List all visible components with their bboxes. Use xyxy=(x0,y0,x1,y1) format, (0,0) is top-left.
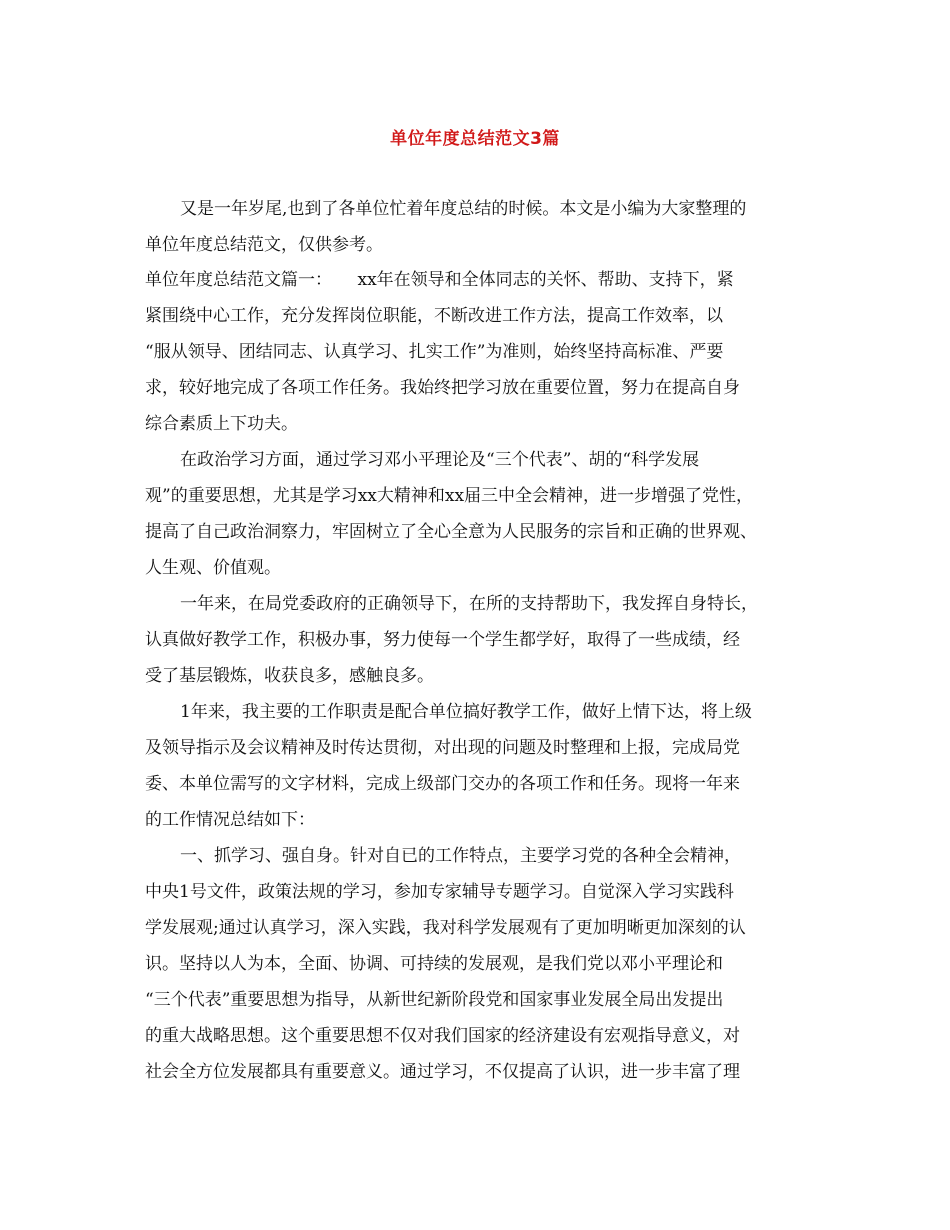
text-line: 人生观、价值观。 xyxy=(145,558,281,578)
text-line: 综合素质上下功夫。 xyxy=(145,414,298,434)
text-line: 认真做好教学工作，积极办事，努力使每一个学生都学好，取得了一些成绩，经 xyxy=(145,630,740,650)
text-line: 社会全方位发展都具有重要意义。通过学习，不仅提高了认识，进一步丰富了理 xyxy=(145,1062,740,1082)
text-line: 又是一年岁尾,也到了各单位忙着年度总结的时候。本文是小编为大家整理的 xyxy=(180,199,747,219)
text-line: 及领导指示及会议精神及时传达贯彻，对出现的问题及时整理和上报，完成局党 xyxy=(145,738,740,758)
text-line: 识。坚持以人为本，全面、协调、可持续的发展观，是我们党以邓小平理论和 xyxy=(145,954,723,974)
text-line: 学发展观;通过认真学习，深入实践，我对科学发展观有了更加明晰更加深刻的认 xyxy=(145,918,746,938)
text-line: “三个代表”重要思想为指导，从新世纪新阶段党和国家事业发展全局出发提出 xyxy=(145,990,724,1010)
text-line: 的工作情况总结如下： xyxy=(145,810,315,830)
text-line: 中央1号文件，政策法规的学习，参加专家辅导专题学习。自觉深入学习实践科 xyxy=(145,882,734,902)
text-line: 紧围绕中心工作，充分发挥岗位职能，不断改进工作方法，提高工作效率，以 xyxy=(145,306,723,326)
document-title: 单位年度总结范文3篇 xyxy=(390,129,560,149)
text-line: 受了基层锻炼，收获良多，感触良多。 xyxy=(145,666,434,686)
text-line: 1年来，我主要的工作职责是配合单位搞好教学工作，做好上情下达，将上级 xyxy=(180,702,752,722)
text-line: 提高了自己政治洞察力，牢固树立了全心全意为人民服务的宗旨和正确的世界观、 xyxy=(145,522,757,542)
text-line: 观”的重要思想，尤其是学习xx大精神和xx届三中全会精神，进一步增强了党性， xyxy=(145,486,754,506)
text-line: 单位年度总结范文篇一： xx年在领导和全体同志的关怀、帮助、支持下，紧 xyxy=(145,270,734,290)
text-line: 一年来，在局党委政府的正确领导下，在所的支持帮助下，我发挥自身特长， xyxy=(180,594,758,614)
text-line: 求，较好地完成了各项工作任务。我始终把学习放在重要位置，努力在提高自身 xyxy=(145,378,740,398)
text-line: 在政治学习方面，通过学习邓小平理论及“三个代表”、胡的“科学发展 xyxy=(180,450,700,470)
text-line: 单位年度总结范文，仅供参考。 xyxy=(145,235,383,255)
text-line: 委、本单位需写的文字材料，完成上级部门交办的各项工作和任务。现将一年来 xyxy=(145,774,740,794)
text-line: “服从领导、团结同志、认真学习、扎实工作”为准则，始终坚持高标准、严要 xyxy=(145,342,724,362)
text-line: 一、抓学习、强自身。针对自已的工作特点，主要学习党的各种全会精神， xyxy=(180,846,741,866)
text-line: 的重大战略思想。这个重要思想不仅对我们国家的经济建设有宏观指导意义，对 xyxy=(145,1026,740,1046)
